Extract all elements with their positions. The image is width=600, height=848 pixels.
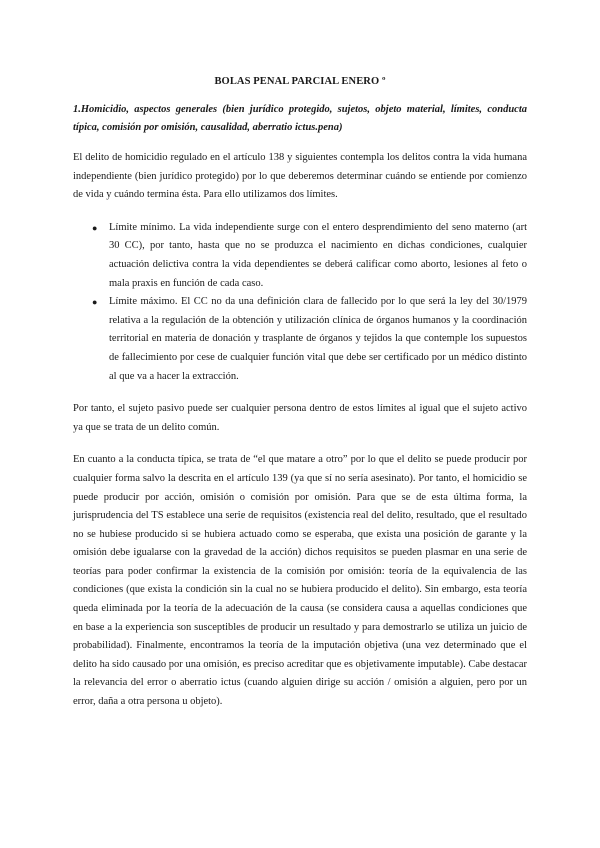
- intro-paragraph: El delito de homicidio regulado en el artículo 138 y siguientes contempla los delitos contra la vida humana independiente (bien jurídico protegido) por lo que deberemos determinar cuándo se entiende por comienzo de vida y cuándo termina ésta. Para ello utilizamos dos límites.: [73, 152, 527, 201]
- bullet-icon: ●: [92, 297, 98, 308]
- list-item-text: Límite mínimo. La vida independiente surge con el entero desprendimiento del seno materno (art 30 CC), por tanto, hasta que no se produzca el nacimiento en dichas condiciones, cualquier actuación delictiva contra la vida dependientes se deberá calificar como aborto, lesiones al feto o mala praxis en función de cada caso.: [109, 221, 527, 289]
- page-title: BOLAS PENAL PARCIAL ENERO º: [214, 76, 386, 87]
- bullet-icon: ●: [92, 222, 98, 233]
- limits-list: [73, 219, 527, 386]
- list-item: [73, 219, 527, 293]
- list-item-text: Límite máximo. El CC no da una definición clara de fallecido por lo que será la ley del 30/1979 relativa a la regulación de la obtención y utilización clínica de órganos humanos y la coordinación territorial en materia de donación y trasplante de órganos y tejidos la que contemple los supuestos de fallecimiento por cese de cualquier función vital que debe ser certificado por un médico distinto al que va a hacer la extracción.: [109, 296, 527, 382]
- subject-paragraph: Por tanto, el sujeto pasivo puede ser cualquier persona dentro de estos límites al igual que el sujeto activo ya que se trata de un delito común.: [73, 403, 527, 433]
- conduct-paragraph: En cuanto a la conducta típica, se trata de “el que matare a otro” por lo que el delito se puede producir por cualquier forma salvo la descrita en el artículo 139 (ya que sí no sería asesinato). Por tanto, el homicidio se puede producir por acción, omisión o comisión por omisión. Para que se de esta última forma, la jurisprudencia del TS establece una serie de requisitos (existencia real del delito, resultado, que el resultado no se hubiese producido si se hubiera actuado como se esperaba, que exista una posición de garante y la omisión debe igualarse con la gravedad de la acción) dichos requisitos se pueden plasmar en una serie de teorías para poder confirmar la existencia de la comisión por omisión: teoría de la equivalencia de las condiciones (que exista la condición sin la cual no se hubiera producido el delito). Sin embargo, esta teoría queda eliminada por la teoría de la adecuación de la causa (se considera causa a aquellas condiciones que en base a la experiencia son susceptibles de producir un resultado y para demostrarlo se utiliza un juicio de probabilidad). Finalmente, encontramos la teoría de la imputación objetiva (una vez determinado que el delito ha sido causado por una omisión, es preciso acreditar que es objetivamente imputable). Cabe destacar la relevancia del error o aberratio ictus (cuando alguien dirige su acción / omisión a alguien, pero por un error, daña a otra persona u objeto).: [73, 454, 527, 708]
- section-heading: 1.Homicidio, aspectos generales (bien jurídico protegido, sujetos, objeto material, límites, conducta típica, comisión por omisión, causalidad, aberratio ictus.pena): [73, 104, 527, 133]
- list-item: [73, 293, 527, 386]
